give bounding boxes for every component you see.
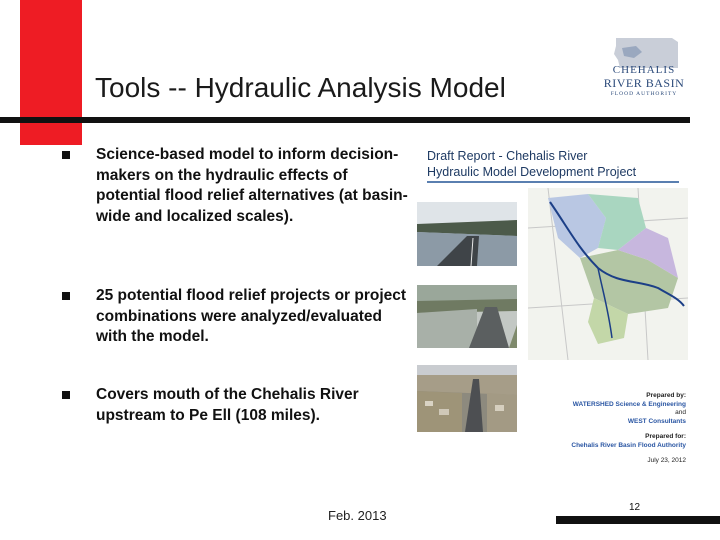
report-title — [427, 148, 636, 180]
bullet-text: Covers mouth of the Chehalis River upstream to Pe Ell (108 miles). — [96, 386, 359, 424]
report-title-rule — [427, 181, 679, 183]
prepared-by-label: Prepared by: — [646, 392, 686, 399]
report-date: July 23, 2012 — [647, 457, 686, 464]
logo-line-3: FLOOD AUTHORITY — [610, 91, 678, 97]
bullet-marker — [62, 292, 70, 300]
bullet-item — [60, 286, 410, 348]
logo-line-1: CHEHALIS — [612, 64, 676, 76]
footer-bar — [556, 516, 720, 524]
bullet-item — [60, 385, 410, 426]
page-number: 12 — [629, 502, 641, 513]
bullet-marker — [62, 151, 70, 159]
red-accent-bar — [20, 0, 82, 145]
prepared-for: Chehalis River Basin Flood Authority — [571, 441, 686, 449]
logo-line-2: RIVER BASIN — [603, 76, 685, 90]
report-cover-image — [410, 140, 690, 490]
prepared-for-label: Prepared for: — [645, 433, 686, 440]
slide-title: Tools -- Hydraulic Analysis Model — [95, 72, 506, 103]
flood-photo-highway — [417, 285, 517, 348]
report-credits — [550, 392, 686, 466]
prepared-by-and: and — [675, 409, 686, 416]
title-rule — [0, 117, 690, 123]
flood-photo-aerial — [417, 365, 517, 432]
bullet-item — [60, 145, 410, 227]
flood-authority-logo — [598, 34, 690, 106]
flood-photo-road — [417, 202, 517, 266]
footer-date: Feb. 2013 — [328, 508, 387, 523]
prepared-by-1: WATERSHED Science & Engineering — [572, 400, 686, 408]
bullet-marker — [62, 391, 70, 399]
report-title-line-2: Hydraulic Model Development Project — [427, 165, 637, 179]
basin-map-icon — [528, 188, 688, 360]
report-title-line-1: Draft Report - Chehalis River — [427, 149, 588, 163]
bullet-text: 25 potential flood relief projects or project combinations were analyzed/evaluated with the model. — [96, 287, 407, 345]
bullet-text: Science-based model to inform decision-makers on the hydraulic effects of potential flood relief alternatives (at basin-wide and localized scales). — [96, 146, 408, 225]
prepared-by-2: WEST Consultants — [627, 417, 686, 425]
